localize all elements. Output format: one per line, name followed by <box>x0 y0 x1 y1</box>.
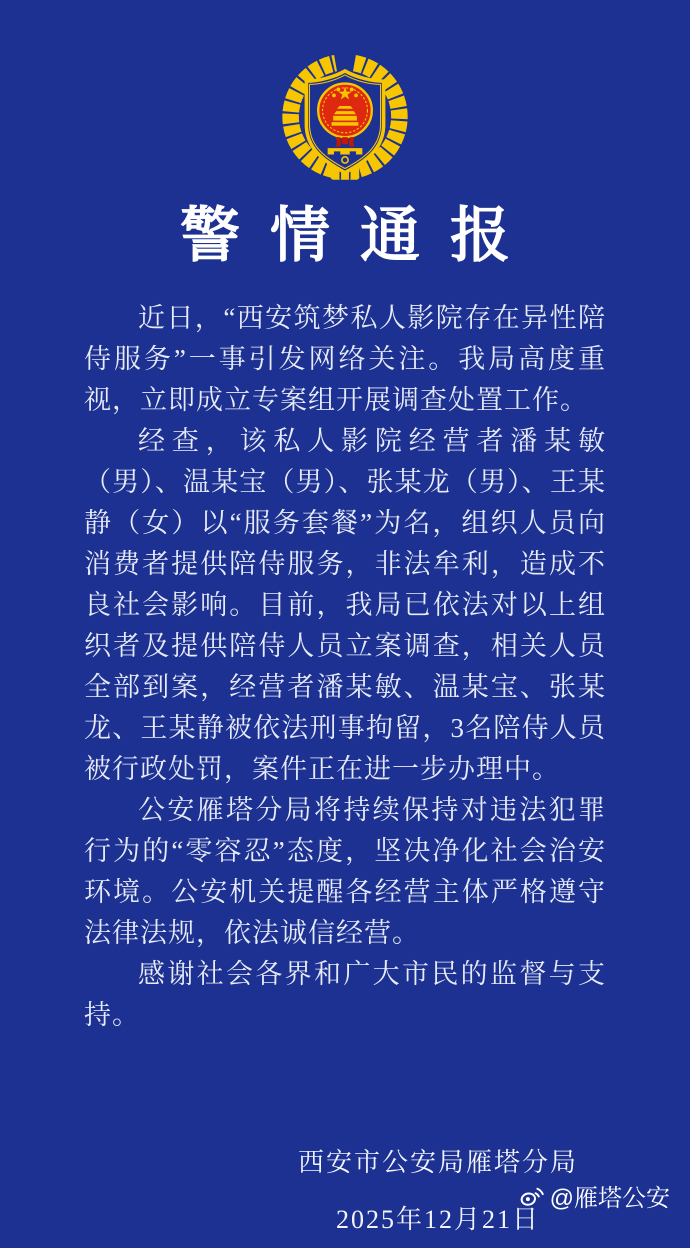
watermark <box>518 1178 670 1213</box>
paragraph-thanks: 感谢社会各界和广大市民的监督与支持。 <box>84 959 606 1030</box>
signature-agency: 西安市公安局雁塔分局 <box>297 1148 578 1177</box>
watermark-handle: @雁塔公安 <box>549 1185 670 1212</box>
signature-date: 2025年12月21日 <box>335 1205 540 1234</box>
police-badge-icon <box>261 52 429 186</box>
notice-body <box>84 298 606 1036</box>
paragraph-intro: 近日，“西安筑梦私人影院存在异性陪侍服务”一事引发网络关注。我局高度重视，立即成立专案组开展调查处置工作。 <box>84 303 606 415</box>
notice-title: 警情通报 <box>180 203 540 269</box>
paragraph-investigation: 经查，该私人影院经营者潘某敏（男）、温某宝（男）、张某龙（男）、王某静（女）以“服务套餐”为名，组织人员向消费者提供陪侍服务，非法牟利，造成不良社会影响。目前，我局已依法对以上组织者及提供陪侍人员立案调查，相关人员全部到案，经营者潘某敏、温某宝、张某龙、王某静被依法刑事拘留，3名陪侍人员被行政处罚，案件正在进一步办理中。 <box>84 426 606 784</box>
weibo-icon <box>518 1182 545 1209</box>
paragraph-statement: 公安雁塔分局将持续保持对违法犯罪行为的“零容忍”态度，坚决净化社会治安环境。公安机关提醒各经营主体严格遵守法律法规，依法诚信经营。 <box>84 795 606 948</box>
emblem-area <box>0 0 690 186</box>
